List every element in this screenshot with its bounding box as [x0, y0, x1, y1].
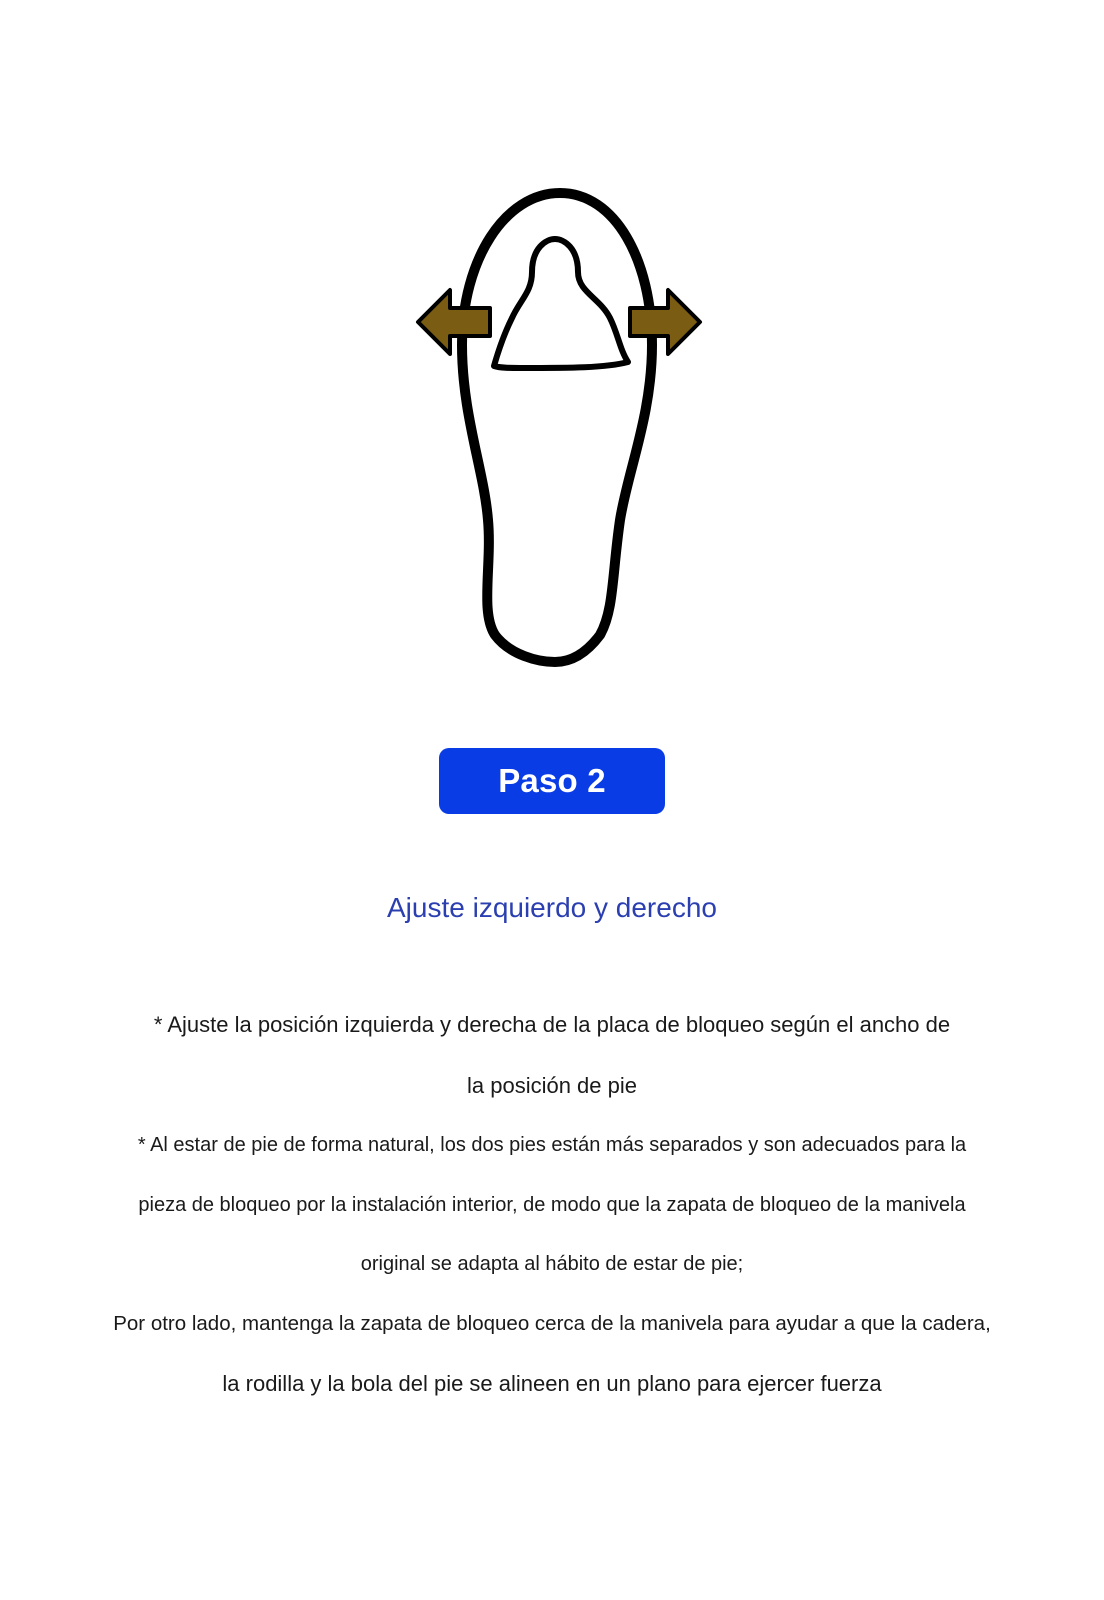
instruction-line: original se adapta al hábito de estar de pie;: [360, 1253, 744, 1275]
section-subtitle: Ajuste izquierdo y derecho: [387, 892, 717, 923]
instruction-line: * Al estar de pie de forma natural, los dos pies están más separados y son adecuados para la: [137, 1134, 967, 1156]
instruction-line: * Ajuste la posición izquierda y derecha de la placa de bloqueo según el ancho de: [153, 1012, 951, 1037]
instruction-line: pieza de bloqueo por la instalación interior, de modo que la zapata de bloqueo de la manivela: [138, 1194, 966, 1216]
instruction-line: Por otro lado, mantenga la zapata de bloqueo cerca de la manivela para ayudar a que la cadera,: [113, 1312, 991, 1335]
step-badge: Paso 2: [439, 748, 665, 814]
step-diagram: [0, 0, 1104, 720]
instruction-line: la posición de pie: [466, 1073, 637, 1098]
instruction-line: la rodilla y la bola del pie se alineen en un plano para ejercer fuerza: [222, 1371, 882, 1396]
